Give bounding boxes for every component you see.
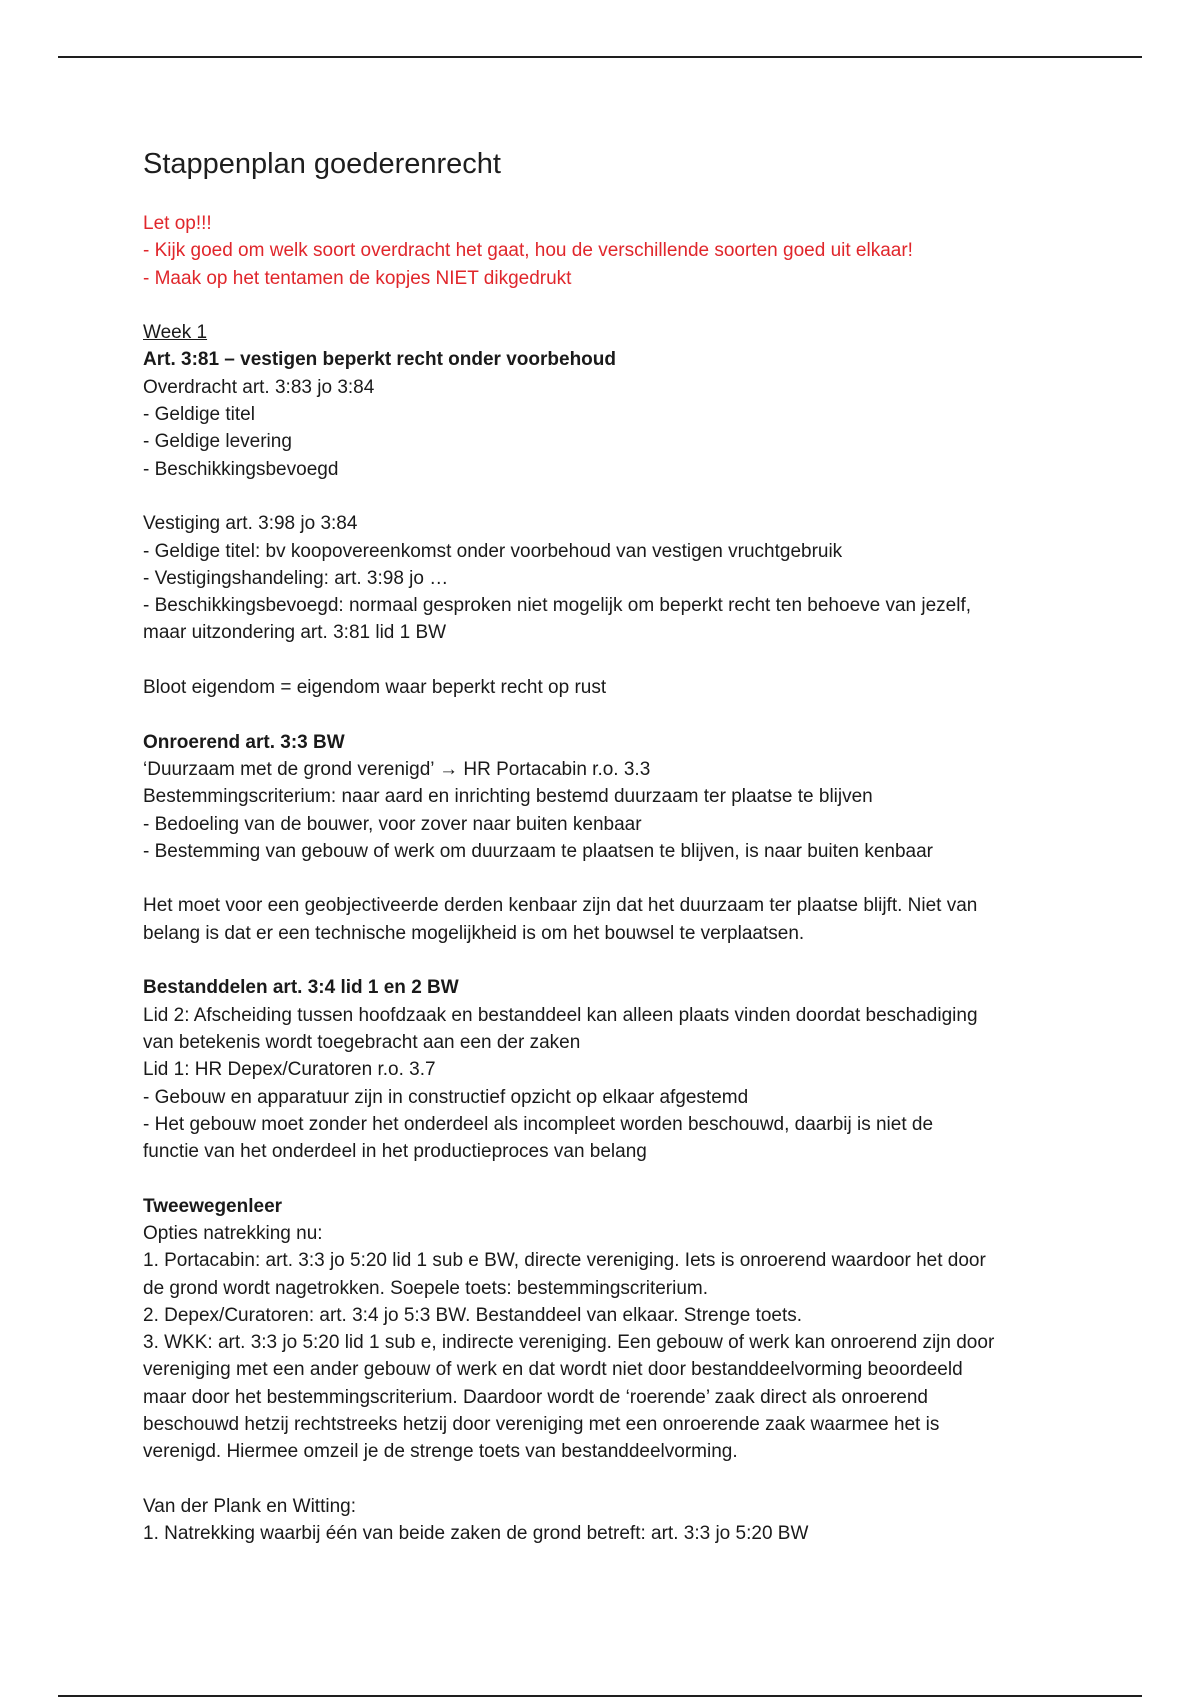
list-item: maar uitzondering art. 3:81 lid 1 BW xyxy=(143,622,447,644)
week-heading: Week 1 xyxy=(143,322,208,344)
paragraph-line: maar door het bestemmingscriterium. Daardoor wordt de ‘roerende’ zaak direct als onroerend xyxy=(143,1386,929,1408)
criterium-line: Bestemmingscriterium: naar aard en inrichting bestemd duurzaam ter plaatse te blijven xyxy=(143,786,873,808)
list-item: - Beschikkingsbevoegd: normaal gesproken niet mogelijk om beperkt recht ten behoeve van jezelf, xyxy=(143,595,972,617)
paragraph-line: 1. Natrekking waarbij één van beide zaken de grond betreft: art. 3:3 jo 5:20 BW xyxy=(143,1523,809,1545)
quote-text: ‘Duurzaam met de grond verenigd’ xyxy=(143,758,434,780)
paragraph-line: verenigd. Hiermee omzeil je de strenge toets van bestanddeelvorming. xyxy=(143,1441,738,1463)
list-item: - Het gebouw moet zonder het onderdeel als incompleet worden beschouwd, daarbij is niet de xyxy=(143,1113,934,1135)
bottom-rule xyxy=(58,1695,1142,1697)
list-item: - Geldige levering xyxy=(143,431,292,453)
section-heading-van-der-plank: Van der Plank en Witting: xyxy=(143,1495,356,1517)
paragraph-line: Lid 1: HR Depex/Curatoren r.o. 3.7 xyxy=(143,1059,436,1081)
paragraph-line: 3. WKK: art. 3:3 jo 5:20 lid 1 sub e, indirecte vereniging. Een gebouw of werk kan onroerend zijn door xyxy=(143,1332,995,1354)
list-item: - Bedoeling van de bouwer, voor zover naar buiten kenbaar xyxy=(143,813,642,835)
paragraph-line: functie van het onderdeel in het productieproces van belang xyxy=(143,1141,647,1163)
list-item: - Gebouw en apparatuur zijn in constructief opzicht op elkaar afgestemd xyxy=(143,1086,749,1108)
bloot-eigendom-line: Bloot eigendom = eigendom waar beperkt recht op rust xyxy=(143,677,607,699)
paragraph-line: 1. Portacabin: art. 3:3 jo 5:20 lid 1 sub e BW, directe vereniging. Iets is onroerend waardoor het door xyxy=(143,1250,986,1272)
arrow-right-icon: → xyxy=(439,758,459,780)
warning-item: - Kijk goed om welk soort overdracht het gaat, hou de verschillende soorten goed uit elkaar! xyxy=(143,240,913,262)
paragraph-line: Het moet voor een geobjectiveerde derden kenbaar zijn dat het duurzaam ter plaatse blijft. Niet van xyxy=(143,895,978,917)
quote-ref: HR Portacabin r.o. 3.3 xyxy=(463,758,651,780)
list-item: - Vestigingshandeling: art. 3:98 jo … xyxy=(143,567,449,589)
section-heading-tweewegenleer: Tweewegenleer xyxy=(143,1195,283,1217)
portacabin-quote-line xyxy=(143,756,1073,783)
page-title: Stappenplan goederenrecht xyxy=(143,148,501,180)
section-heading-onroerend: Onroerend art. 3:3 BW xyxy=(143,731,345,753)
paragraph-line: van betekenis wordt toegebracht aan een der zaken xyxy=(143,1031,581,1053)
warning-heading: Let op!!! xyxy=(143,213,212,234)
list-item: - Geldige titel xyxy=(143,404,255,426)
paragraph-line: beschouwd hetzij rechtstreeks hetzij door vereniging met een onroerende zaak waarmee het is xyxy=(143,1414,940,1436)
list-item: - Beschikkingsbevoegd xyxy=(143,458,339,480)
paragraph-line: 2. Depex/Curatoren: art. 3:4 jo 5:3 BW. Bestanddeel van elkaar. Strenge toets. xyxy=(143,1304,803,1326)
list-item: - Bestemming van gebouw of werk om duurzaam te plaatsen te blijven, is naar buiten kenbaar xyxy=(143,840,933,862)
paragraph-line: vereniging met een ander gebouw of werk en dat wordt niet door bestanddeelvorming beoordeeld xyxy=(143,1359,963,1381)
section-heading-art-3-81: Art. 3:81 – vestigen beperkt recht onder voorbehoud xyxy=(143,349,616,371)
warning-item: - Maak op het tentamen de kopjes NIET dikgedrukt xyxy=(143,267,572,289)
section-heading-bestanddelen: Bestanddelen art. 3:4 lid 1 en 2 BW xyxy=(143,977,459,999)
list-item: - Geldige titel: bv koopovereenkomst onder voorbehoud van vestigen vruchtgebruik xyxy=(143,540,843,562)
top-rule xyxy=(58,56,1142,58)
paragraph-line: belang is dat er een technische mogelijkheid is om het bouwsel te verplaatsen. xyxy=(143,922,805,944)
paragraph-line: de grond wordt nagetrokken. Soepele toets: bestemmingscriterium. xyxy=(143,1277,709,1299)
overdracht-line: Overdracht art. 3:83 jo 3:84 xyxy=(143,376,375,398)
vestiging-line: Vestiging art. 3:98 jo 3:84 xyxy=(143,513,358,535)
paragraph-line: Opties natrekking nu: xyxy=(143,1222,323,1244)
document-body xyxy=(143,144,1073,1548)
paragraph-line: Lid 2: Afscheiding tussen hoofdzaak en bestanddeel kan alleen plaats vinden doordat beschadiging xyxy=(143,1004,978,1026)
